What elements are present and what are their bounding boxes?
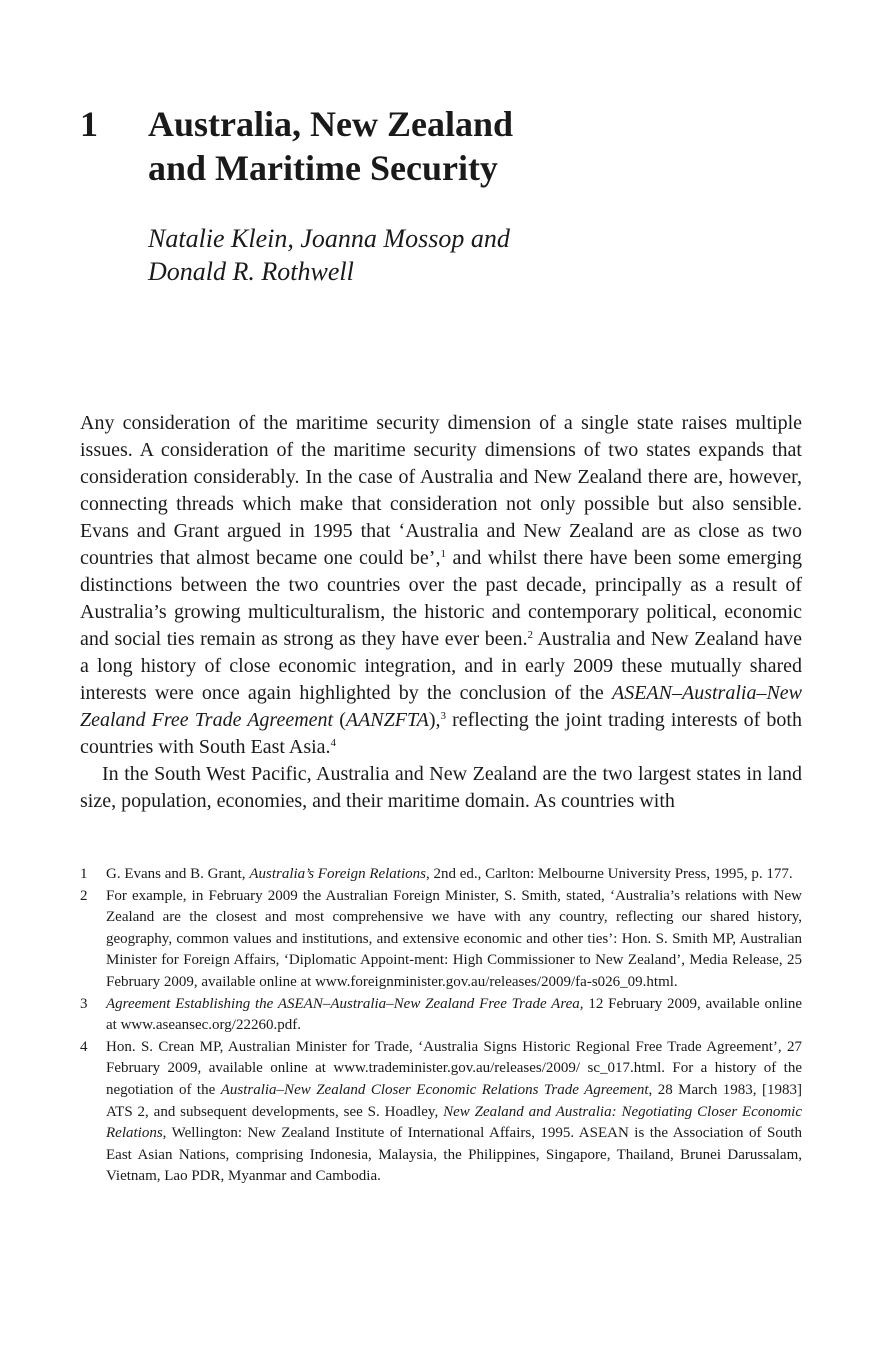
text: , 12 February 2009, available online at www.aseansec.org/22260.pdf. xyxy=(106,995,803,1034)
footnote-ref[interactable]: 2 xyxy=(527,629,533,641)
text: For example, in February 2009 the Australian Foreign Minister, S. Smith, stated, ‘Australia’s relations with New Zealand are the closest and most comprehensive we have with any country, reflecting our shared history, geography, common values and institutions, and extensive economic and other ties’: Hon. S. Smith MP, Australian Minister for Foreign Affairs, ‘Diplomatic Appoint-ment: High Commissioner to New Zealand’, Media Release, 25 February 2009, available online at www.foreignminister.gov.au/releases/2009/fa-s026_09.html. xyxy=(106,887,802,990)
text: and whilst there have been some emerging distinctions between the two countries over the past decade, principally as a result of Australia’s growing multiculturalism, the historic and contemporary political, economic and social ties remain as strong as they have ever been. xyxy=(80,547,803,650)
italic-title: New Zealand and Australia: Negotiating Closer Economic Relations xyxy=(106,1103,802,1142)
paragraph xyxy=(80,410,802,761)
footnote-ref[interactable]: 4 xyxy=(330,737,337,749)
footnote-ref[interactable]: 3 xyxy=(440,710,446,722)
footnote-ref[interactable]: 1 xyxy=(440,548,446,560)
authors-line: Natalie Klein, Joanna Mossop and xyxy=(148,224,510,253)
authors-line: Donald R. Rothwell xyxy=(148,257,354,286)
text: , 2nd ed., Carlton: Melbourne University Press, 1995, p. 177. xyxy=(425,866,793,882)
footnote xyxy=(80,1037,802,1188)
footnote-number: 1 xyxy=(80,866,88,882)
text: Any consideration of the maritime security dimension of a single state raises multiple issues. A consideration of the maritime security dimensions of two states expands that consideration considerably. In the case of Australia and New Zealand there are, however, connecting threads which make that consideration not only possible but also sensible. Evans and Grant argued in 1995 that ‘Australia and New Zealand are as close as two countries that almost became one could be’, xyxy=(80,412,802,569)
footnote-number: 4 xyxy=(80,1038,88,1055)
text: Australia and New Zealand have a long history of close economic integration, and in early 2009 these mutually shared interests were once again highlighted by the conclusion of the xyxy=(80,628,802,704)
text: , 28 March 1983, [1983] ATS 2, and subsequent developments, see S. Hoadley, xyxy=(106,1081,803,1120)
chapter-title-line: and Maritime Security xyxy=(148,148,498,188)
footnote-number: 2 xyxy=(80,887,88,904)
chapter-number: 1 xyxy=(80,104,98,144)
footnote xyxy=(80,994,802,1037)
body-text xyxy=(80,410,802,815)
footnote xyxy=(80,886,802,994)
italic-title: Agreement Establishing the ASEAN–Australia–New Zealand Free Trade Area xyxy=(106,995,580,1012)
text: reflecting the joint trading interests of both countries with South East Asia. xyxy=(80,709,802,758)
text: Hon. S. Crean MP, Australian Minister for Trade, ‘Australia Signs Historic Regional Free Trade Agreement’, 27 February 2009, available online at www.trademinister.gov.au/releases/2009/ sc_017.html. For a history of the negotiation of the xyxy=(106,1038,802,1098)
italic-title: Australia’s Foreign Relations xyxy=(249,866,426,882)
text: , Wellington: New Zealand Institute of International Affairs, 1995. ASEAN is the Association of South East Asian Nations, comprising Indonesia, Malaysia, the Philippines, Singapore, Thailand, Brunei Darussalam, Vietnam, Lao PDR, Myanmar and Cambodia. xyxy=(106,1125,802,1185)
footnote-number: 3 xyxy=(80,995,88,1012)
chapter-authors xyxy=(148,222,648,288)
italic-abbrev: AANZFTA xyxy=(345,709,429,731)
text: ), xyxy=(428,709,441,731)
footnotes xyxy=(80,864,802,1188)
paragraph: In the South West Pacific, Australia and New Zealand are the two largest states in land size, population, economies, and their maritime domain. As countries with xyxy=(80,763,802,812)
chapter-title-line: Australia, New Zealand xyxy=(148,104,514,144)
italic-title: Australia–New Zealand Closer Economic Relations Trade Agreement xyxy=(220,1081,649,1098)
text: ( xyxy=(333,709,346,731)
chapter-title xyxy=(148,102,748,190)
text: G. Evans and B. Grant, xyxy=(106,866,250,882)
italic-title: ASEAN–Australia–New Zealand Free Trade Agreement xyxy=(80,682,802,731)
footnote xyxy=(80,864,802,886)
